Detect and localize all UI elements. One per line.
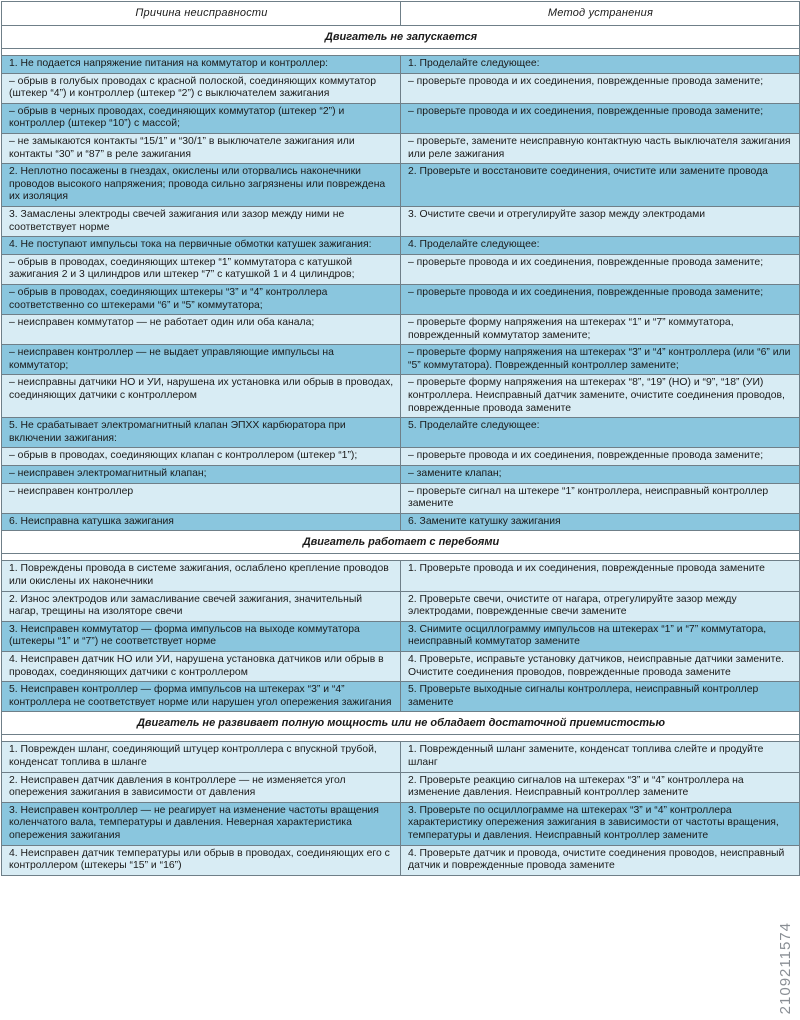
table-row bbox=[2, 651, 800, 681]
method-cell: – проверьте форму напряжения на штекерах “8”, “19” (НО) и “9”, “18” (УИ) контроллера. Неисправный датчик замените, очистите соединения проводов, поврежденные провода замените bbox=[401, 375, 800, 418]
method-cell: 6. Замените катушку зажигания bbox=[401, 513, 800, 531]
method-cell: – проверьте провода и их соединения, поврежденные провода замените; bbox=[401, 284, 800, 314]
table-row bbox=[2, 466, 800, 484]
cause-cell: 3. Неисправен контроллер — не реагирует на изменение частоты вращения коленчатого вала, температуры и давления. Неверная характеристика опережения зажигания bbox=[2, 802, 401, 845]
cause-cell: – неисправен контроллер — не выдает управляющие импульсы на коммутатор; bbox=[2, 345, 401, 375]
table-row bbox=[2, 284, 800, 314]
cause-cell: – обрыв в проводах, соединяющих штекер “1” коммутатора с катушкой зажигания 2 и 3 цилиндров или штекер “7” с катушкой 1 и 4 цилиндров; bbox=[2, 254, 401, 284]
cause-cell: 5. Неисправен контроллер — форма импульсов на штекерах “3” и “4” контроллера не соответствует норме или нарушен угол опережения зажигания bbox=[2, 682, 401, 712]
table-row bbox=[2, 591, 800, 621]
table-row bbox=[2, 73, 800, 103]
watermark: 2109211574 bbox=[777, 921, 794, 1014]
table-row bbox=[2, 315, 800, 345]
method-cell: 2. Проверьте свечи, очистите от нагара, отрегулируйте зазор между электродами, поврежденные свечи замените bbox=[401, 591, 800, 621]
table-header-row bbox=[2, 2, 800, 26]
header-method: Метод устранения bbox=[401, 2, 800, 26]
header-cause: Причина неисправности bbox=[2, 2, 401, 26]
table-row bbox=[2, 237, 800, 255]
method-cell: – проверьте, замените неисправную контактную часть выключателя зажигания или реле зажигания bbox=[401, 133, 800, 163]
method-cell: – проверьте провода и их соединения, поврежденные провода замените; bbox=[401, 73, 800, 103]
cause-cell: 6. Неисправна катушка зажигания bbox=[2, 513, 401, 531]
cause-cell: – неисправны датчики НО и УИ, нарушена их установка или обрыв в проводах, соединяющих датчики с контроллером bbox=[2, 375, 401, 418]
method-cell: – проверьте провода и их соединения, поврежденные провода замените; bbox=[401, 254, 800, 284]
section-spacer bbox=[2, 554, 800, 561]
method-cell: 4. Проделайте следующее: bbox=[401, 237, 800, 255]
cause-cell: – обрыв в голубых проводах с красной полоской, соединяющих коммутатор (штекер “4”) и контроллер (штекер “2”) с выключателем зажигания bbox=[2, 73, 401, 103]
table-row bbox=[2, 418, 800, 448]
cause-cell: – обрыв в проводах, соединяющих штекеры “3” и “4” контроллера соответственно со штекерами “6” и “5” коммутатора; bbox=[2, 284, 401, 314]
table-row bbox=[2, 206, 800, 236]
table-row bbox=[2, 621, 800, 651]
section-spacer bbox=[2, 735, 800, 742]
method-cell: – замените клапан; bbox=[401, 466, 800, 484]
method-cell: 4. Проверьте, исправьте установку датчиков, неисправные датчики замените. Очистите соединения проводов, поврежденные провода замените bbox=[401, 651, 800, 681]
cause-cell: 4. Неисправен датчик температуры или обрыв в проводах, соединяющих его с контроллером (штекеры “15” и “16”) bbox=[2, 845, 401, 875]
method-cell: 5. Проверьте выходные сигналы контроллера, неисправный контроллер замените bbox=[401, 682, 800, 712]
method-cell: – проверьте провода и их соединения, поврежденные провода замените; bbox=[401, 448, 800, 466]
section-spacer-cell bbox=[2, 554, 800, 561]
cause-cell: 2. Неплотно посажены в гнездах, окислены или оторвались наконечники проводов высокого напряжения; провода сильно загрязнены или повреждена их изоляция bbox=[2, 164, 401, 207]
table-row bbox=[2, 345, 800, 375]
cause-cell: 3. Неисправен коммутатор — форма импульсов на выходе коммутатора (штекеры “1” и “7”) не соответствует норме bbox=[2, 621, 401, 651]
method-cell: 3. Снимите осциллограмму импульсов на штекерах “1” и “7” коммутатора, неисправный коммутатор замените bbox=[401, 621, 800, 651]
method-cell: – проверьте форму напряжения на штекерах “3” и “4” контроллера (или “6” или “5” коммутатора). Поврежденный контроллер замените; bbox=[401, 345, 800, 375]
method-cell: 1. Проверьте провода и их соединения, поврежденные провода замените bbox=[401, 561, 800, 591]
table-row bbox=[2, 56, 800, 74]
table-row bbox=[2, 254, 800, 284]
cause-cell: 2. Неисправен датчик давления в контроллере — не изменяется угол опережения зажигания в зависимости от давления bbox=[2, 772, 401, 802]
method-cell: – проверьте форму напряжения на штекерах “1” и “7” коммутатора, поврежденный коммутатор замените; bbox=[401, 315, 800, 345]
method-cell: – проверьте сигнал на штекере “1” контроллера, неисправный контроллер замените bbox=[401, 483, 800, 513]
cause-cell: 2. Износ электродов или замасливание свечей зажигания, значительный нагар, трещины на изоляторе свечи bbox=[2, 591, 401, 621]
cause-cell: – неисправен электромагнитный клапан; bbox=[2, 466, 401, 484]
section-spacer-cell bbox=[2, 735, 800, 742]
cause-cell: – обрыв в черных проводах, соединяющих коммутатор (штекер “2”) и контроллер (штекер “10”) с массой; bbox=[2, 103, 401, 133]
section-spacer bbox=[2, 49, 800, 56]
table-row bbox=[2, 164, 800, 207]
cause-cell: – неисправен коммутатор — не работает один или оба канала; bbox=[2, 315, 401, 345]
method-cell: 3. Проверьте по осциллограмме на штекерах “3” и “4” контроллера характеристику опережения зажигания в зависимости от частоты вращения, температуры и давления. Неисправный контроллер замените bbox=[401, 802, 800, 845]
cause-cell: 5. Не срабатывает электромагнитный клапан ЭПХХ карбюратора при включении зажигания: bbox=[2, 418, 401, 448]
method-cell: 5. Проделайте следующее: bbox=[401, 418, 800, 448]
method-cell: – проверьте провода и их соединения, поврежденные провода замените; bbox=[401, 103, 800, 133]
section-title: Двигатель не развивает полную мощность или не обладает достаточной приемистостью bbox=[2, 712, 800, 735]
table-row bbox=[2, 483, 800, 513]
table-row bbox=[2, 802, 800, 845]
section-title: Двигатель работает с перебоями bbox=[2, 531, 800, 554]
method-cell: 1. Проделайте следующее: bbox=[401, 56, 800, 74]
method-cell: 2. Проверьте и восстановите соединения, очистите или замените провода bbox=[401, 164, 800, 207]
table-row bbox=[2, 682, 800, 712]
troubleshooting-table bbox=[1, 1, 800, 876]
section-title: Двигатель не запускается bbox=[2, 26, 800, 49]
cause-cell: 3. Замаслены электроды свечей зажигания или зазор между ними не соответствует норме bbox=[2, 206, 401, 236]
section-header-row bbox=[2, 712, 800, 735]
table-row bbox=[2, 772, 800, 802]
table-row bbox=[2, 103, 800, 133]
table-row bbox=[2, 133, 800, 163]
method-cell: 2. Проверьте реакцию сигналов на штекерах “3” и “4” контроллера на изменение давления. Неисправный контроллер замените bbox=[401, 772, 800, 802]
cause-cell: 1. Не подается напряжение питания на коммутатор и контроллер: bbox=[2, 56, 401, 74]
cause-cell: – не замыкаются контакты “15/1” и “30/1” в выключателе зажигания или контакты “30” и “87” в реле зажигания bbox=[2, 133, 401, 163]
table-row bbox=[2, 448, 800, 466]
section-header-row bbox=[2, 531, 800, 554]
section-spacer-cell bbox=[2, 49, 800, 56]
method-cell: 4. Проверьте датчик и провода, очистите соединения проводов, неисправный датчик и поврежденные провода замените bbox=[401, 845, 800, 875]
method-cell: 1. Поврежденный шланг замените, конденсат топлива слейте и продуйте шланг bbox=[401, 742, 800, 772]
cause-cell: 4. Неисправен датчик НО или УИ, нарушена установка датчиков или обрыв в проводах, соединяющих датчики с контроллером bbox=[2, 651, 401, 681]
table-row bbox=[2, 375, 800, 418]
cause-cell: 1. Повреждены провода в системе зажигания, ослаблено крепление проводов или окислены их наконечники bbox=[2, 561, 401, 591]
cause-cell: 4. Не поступают импульсы тока на первичные обмотки катушек зажигания: bbox=[2, 237, 401, 255]
table-row bbox=[2, 513, 800, 531]
table-row bbox=[2, 561, 800, 591]
section-header-row bbox=[2, 26, 800, 49]
method-cell: 3. Очистите свечи и отрегулируйте зазор между электродами bbox=[401, 206, 800, 236]
cause-cell: – обрыв в проводах, соединяющих клапан с контроллером (штекер “1”); bbox=[2, 448, 401, 466]
cause-cell: – неисправен контроллер bbox=[2, 483, 401, 513]
table-row bbox=[2, 742, 800, 772]
cause-cell: 1. Поврежден шланг, соединяющий штуцер контроллера с впускной трубой, конденсат топлива в шланге bbox=[2, 742, 401, 772]
table-row bbox=[2, 845, 800, 875]
